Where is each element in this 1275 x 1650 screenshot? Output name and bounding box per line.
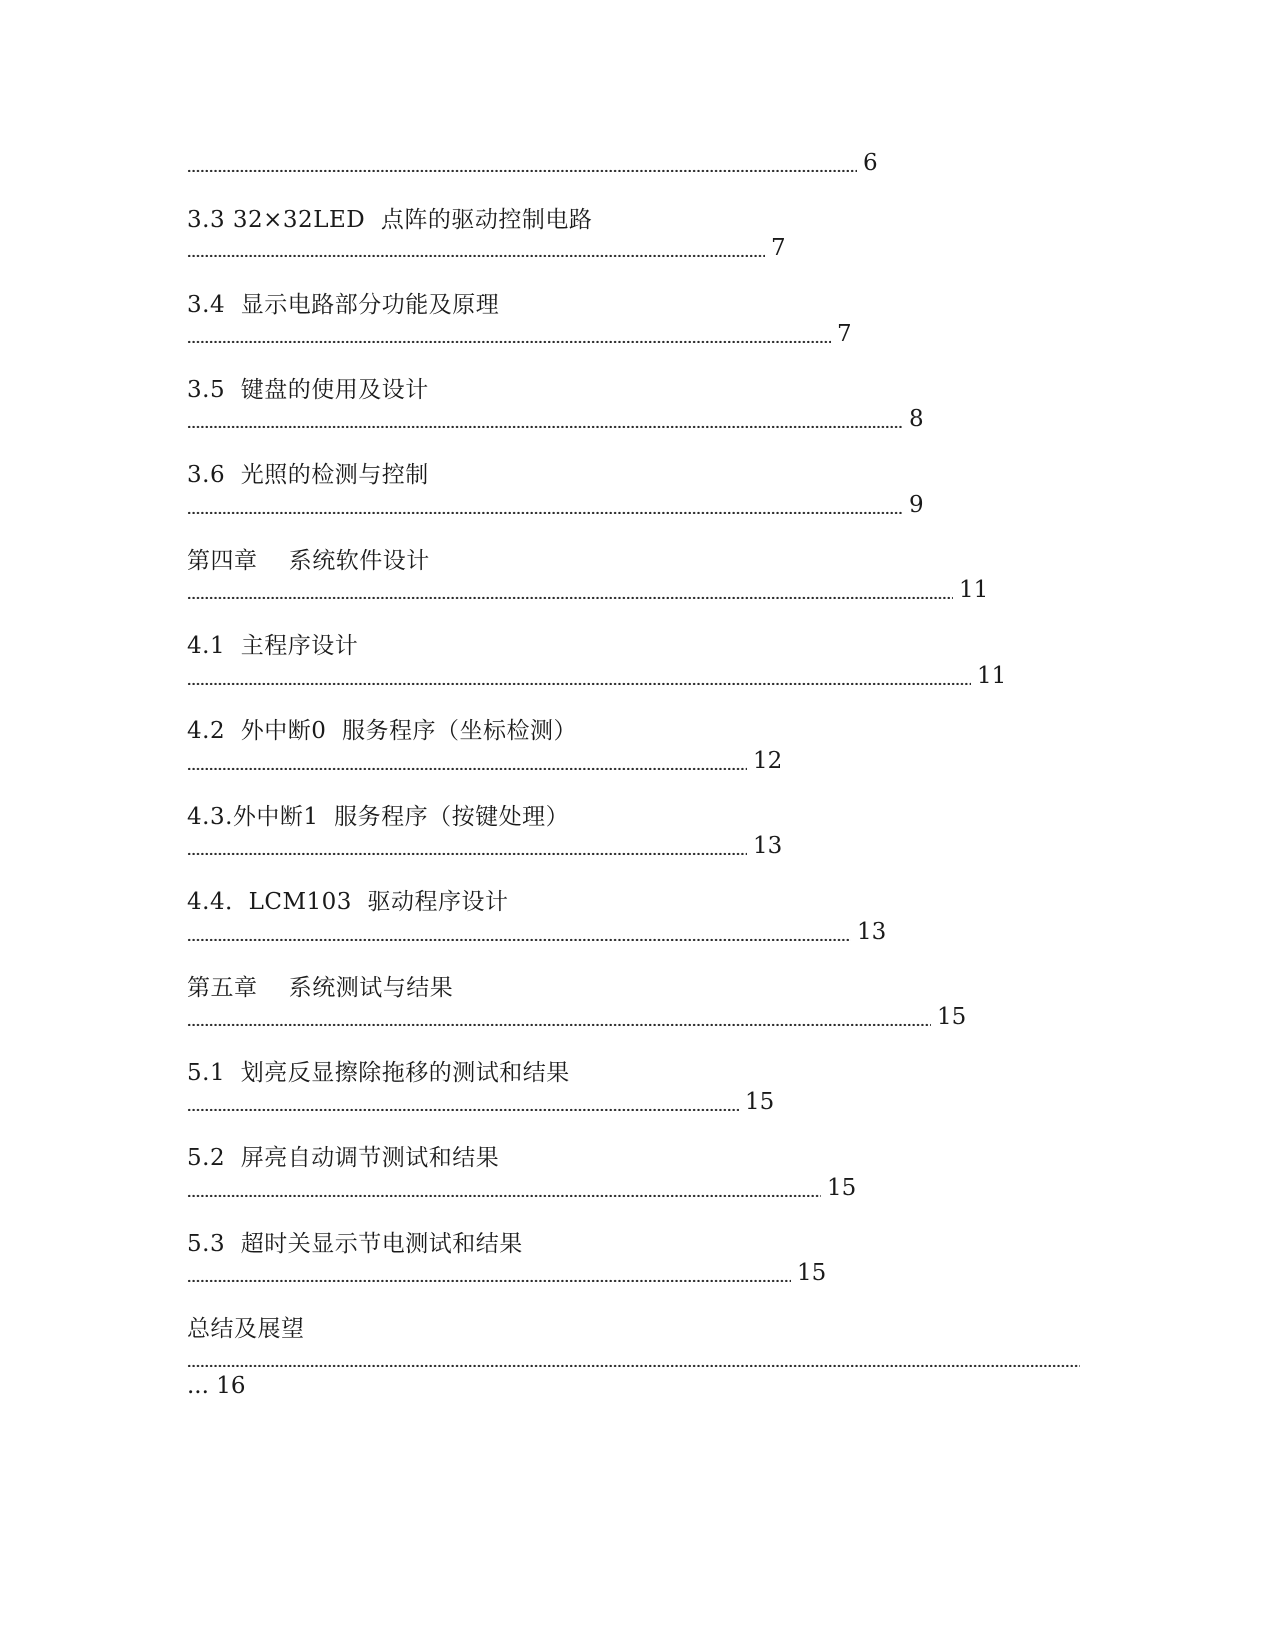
toc-leader: [187, 405, 947, 433]
toc-page-number: 7: [837, 321, 852, 347]
toc-leader: [187, 234, 807, 262]
toc-page-number: 15: [937, 1004, 967, 1030]
toc-page-number: 15: [827, 1175, 857, 1201]
toc-leader: [187, 918, 917, 946]
leader-dots: [187, 1353, 1080, 1367]
leader-dots: [187, 585, 953, 599]
toc-page-number: 9: [909, 492, 924, 518]
toc-page-number: 7: [771, 235, 786, 261]
toc-leader: [187, 1003, 1007, 1031]
toc-page-number: 15: [797, 1260, 827, 1286]
toc-entry-title[interactable]: 总结及展望: [187, 1316, 305, 1342]
toc-leader-wrap: [187, 1372, 307, 1400]
toc-leader: [187, 149, 907, 177]
toc-page-number: 15: [745, 1089, 775, 1115]
leader-dots: [187, 1183, 821, 1197]
toc-entry-title[interactable]: 3.6 光照的检测与控制: [187, 462, 429, 488]
toc-entry-title[interactable]: 4.2 外中断0 服务程序（坐标检测）: [187, 718, 577, 744]
toc-page-number: 13: [857, 919, 887, 945]
toc-page-number: 11: [959, 577, 989, 603]
toc-page-number: ... 16: [187, 1373, 246, 1399]
toc-entry-title[interactable]: 5.1 划亮反显擦除拖移的测试和结果: [187, 1060, 570, 1086]
toc-page-number: 12: [753, 748, 783, 774]
toc-entry-title[interactable]: 4.4．LCM103 驱动程序设计: [187, 889, 509, 915]
leader-dots: [187, 329, 831, 343]
toc-page-number: 11: [977, 663, 1007, 689]
toc-leader: [187, 576, 1017, 604]
leader-dots: [187, 1012, 931, 1026]
toc-leader: [187, 1088, 807, 1116]
leader-dots: [187, 1097, 739, 1111]
toc-leader: [187, 1174, 887, 1202]
toc-entry-title[interactable]: 第五章 系统测试与结果: [187, 975, 454, 1001]
toc-leader: [187, 747, 817, 775]
leader-dots: [187, 500, 903, 514]
toc-page-number: 13: [753, 833, 783, 859]
leader-dots: [187, 756, 747, 770]
toc-leader: [187, 1344, 1087, 1372]
leader-dots: [187, 243, 765, 257]
toc-entry-title[interactable]: 4.1 主程序设计: [187, 633, 359, 659]
leader-dots: [187, 158, 857, 172]
toc-leader: [187, 320, 877, 348]
toc-entry-title[interactable]: 第四章 系统软件设计: [187, 548, 430, 574]
leader-dots: [187, 927, 851, 941]
leader-dots: [187, 671, 971, 685]
leader-dots: [187, 1268, 791, 1282]
toc-leader: [187, 832, 817, 860]
toc-entry-title[interactable]: 3.4 显示电路部分功能及原理: [187, 292, 500, 318]
toc-entry-title[interactable]: 5.2 屏亮自动调节测试和结果: [187, 1145, 500, 1171]
toc-entry-title[interactable]: 3.5 键盘的使用及设计: [187, 377, 429, 403]
toc-leader: [187, 491, 947, 519]
toc-entry-title[interactable]: 3.3 32×32LED 点阵的驱动控制电路: [187, 207, 593, 233]
toc-page-number: 6: [863, 150, 878, 176]
toc-leader: [187, 1259, 857, 1287]
toc-page-number: 8: [909, 406, 924, 432]
toc-entry-title[interactable]: 5.3 超时关显示节电测试和结果: [187, 1231, 523, 1257]
toc-leader: [187, 662, 1037, 690]
leader-dots: [187, 414, 903, 428]
toc-entry-title[interactable]: 4.3.外中断1 服务程序（按键处理）: [187, 804, 570, 830]
leader-dots: [187, 841, 747, 855]
